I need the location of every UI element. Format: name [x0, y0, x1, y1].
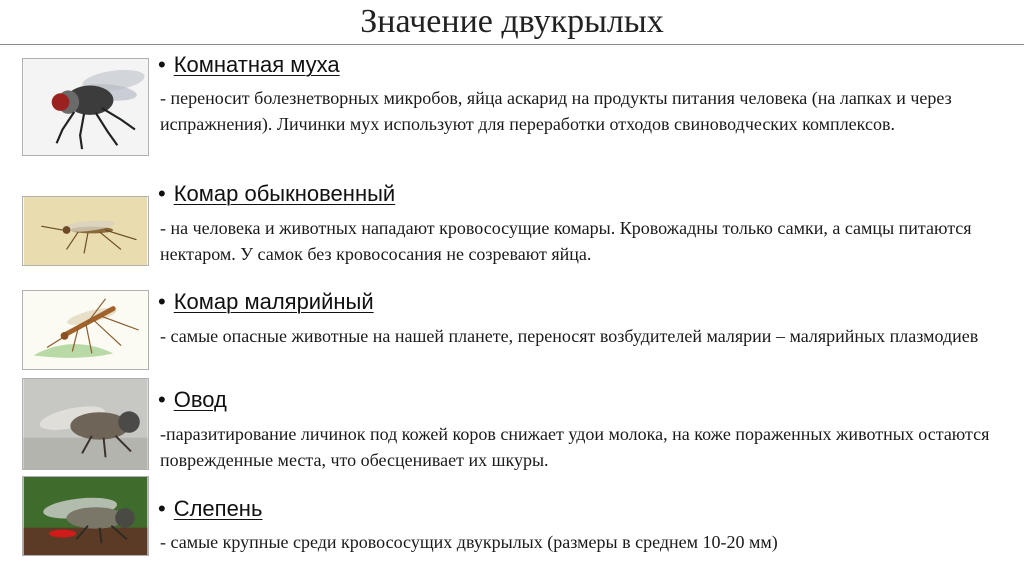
bullet: •	[158, 52, 166, 77]
malaria-mosquito-photo	[22, 290, 149, 370]
item-description: - самые опасные животные на нашей планете, переносят возбудителей малярии – малярийных плазмодиев	[160, 326, 979, 346]
item-description: - самые крупные среди кровососущих двукрылых (размеры в среднем 10-20 мм)	[160, 532, 778, 552]
bullet: •	[158, 387, 166, 412]
bullet: •	[158, 496, 166, 521]
item-heading	[158, 387, 227, 413]
item-name: Комар обыкновенный	[173, 181, 396, 206]
item-description: - переносит болезнетворных микробов, яйца аскарид на продукты питания человека (на лапках и через испражнения). Личинки мух используют для переработки отходов свиноводческих комплексов.	[160, 88, 952, 134]
bullet: •	[158, 181, 166, 206]
title-divider	[0, 44, 1024, 45]
item-name: Комар малярийный	[173, 289, 374, 314]
horsefly-photo	[22, 476, 149, 556]
item-description: - на человека и животных нападают кровососущие комары. Кровожадны только самки, а самцы питаются нектаром. У самок без кровососания не созревают яйца.	[160, 218, 972, 264]
item-heading	[158, 52, 340, 78]
item-name: Слепень	[173, 496, 263, 521]
house-fly-photo	[22, 58, 149, 156]
botfly-photo	[22, 378, 149, 470]
item-name: Комнатная муха	[173, 52, 340, 77]
item-name: Овод	[173, 387, 227, 412]
item-heading	[158, 496, 262, 522]
item-heading	[158, 289, 374, 315]
common-mosquito-photo	[22, 196, 149, 266]
item-heading	[158, 181, 395, 207]
page-title: Значение двукрылых	[360, 3, 664, 40]
bullet: •	[158, 289, 166, 314]
item-description: -паразитирование личинок под кожей коров снижает удои молока, на коже пораженных животных остаются поврежденные места, что обесценивает их шкуры.	[160, 424, 990, 470]
